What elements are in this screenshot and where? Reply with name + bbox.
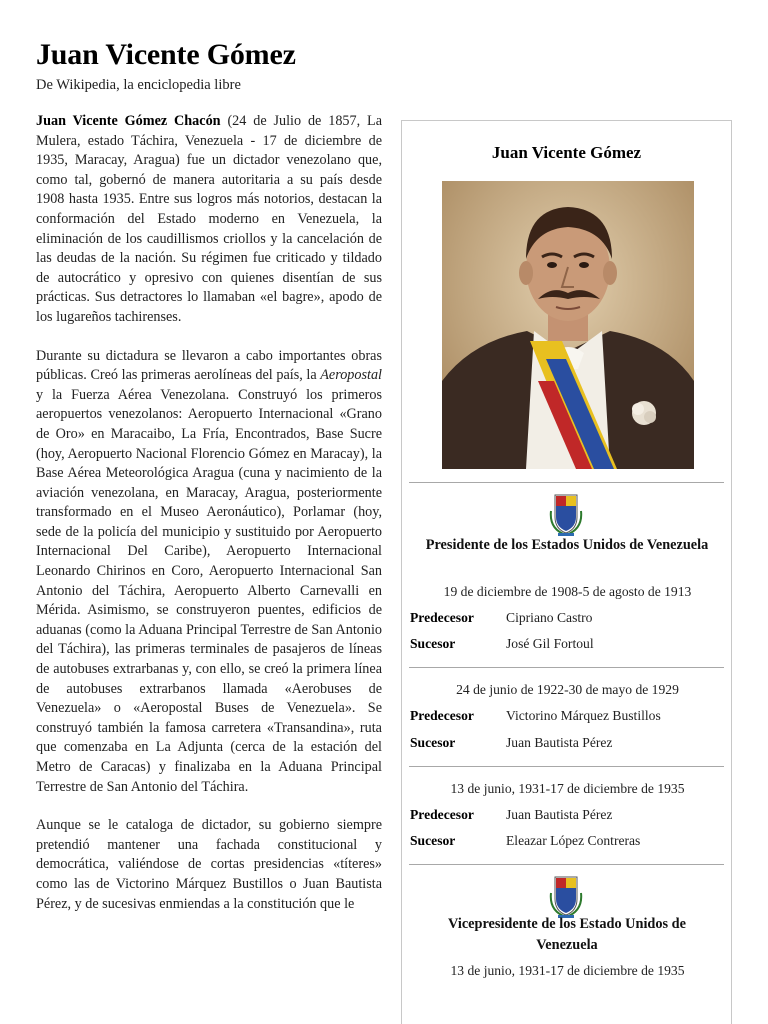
paragraph-intro: [36, 112, 382, 328]
infobox: [401, 120, 732, 1024]
separator: [409, 766, 724, 767]
paragraph-public-works-a: Durante su dictadura se llevaron a cabo importantes obras públicas. Creó las primeras aerolíneas del país, la: [36, 347, 382, 384]
office-president: Presidente de los Estados Unidos de Venezuela: [425, 537, 709, 553]
term-4-dates: 13 de junio, 1931-17 de diciembre de 1935: [450, 963, 685, 978]
term-2-predecessor-link[interactable]: Victorino Márquez Bustillos: [506, 708, 661, 723]
subject-name-bold: Juan Vicente Gómez Chacón: [36, 113, 221, 129]
term-2-successor-link[interactable]: Juan Bautista Pérez: [506, 735, 613, 750]
separator: [409, 864, 724, 865]
term-3-successor-link[interactable]: Eleazar López Contreras: [506, 833, 641, 848]
term-3-dates: 13 de junio, 1931-17 de diciembre de 1935: [450, 781, 685, 796]
paragraph-public-works: [36, 347, 382, 798]
article-title: Juan Vicente Gómez: [36, 38, 296, 71]
paragraph-public-works-b: y la Fuerza Aérea Venezolana. Construyó los primeros aeropuertos venezolanos: Aeropuerto Internacional «Grano de Oro» en Maracaibo, La Fría, Encontrados, Base Sucre (hoy, Aeropuerto Nacional Florencio Gómez en Maracay), la Base Aérea Meteorológica Aragua (cuna y nacimiento de la aviación venezolana, en Maracay, Aragua, posteriormente transformado en el Museo Aeronáutico), Porlamar (hoy, sede de la policía del municipio y sustituido por Aeropuerto Internacional Del Caribe), Aeropuerto Internacional Leonardo Chirinos en Coro, Aeropuerto Internacional San Antonio del Táchira, Aeropuerto Alberto Carnevalli en Mérida. Asimismo, se construyeron puentes, edificios de aduanas (como la Aduana Principal Terrestre de San Antonio del Táchira), las primeras terminales de pasajeros de líneas de autobuses extrarbanas y, con ello, se creó la primera línea de autobuses extrarbanos llamada «Aerobuses de Venezuela» o «Aeropostal Buses de Venezuela». Se construyó también la famosa carretera «Transandina», ruta que comenzaba en La Adjunta (cerca de la estación del Metro de Caracas) y finalizaba en la Aduana Principal Terrestre de San Antonio del Táchira.: [36, 386, 382, 795]
predecessor-label: Predecesor: [410, 807, 474, 822]
portrait-image: [442, 181, 694, 469]
term-2-dates: 24 de junio de 1922-30 de mayo de 1929: [456, 682, 679, 697]
article-body: [36, 112, 382, 933]
term-3-predecessor-link[interactable]: Juan Bautista Pérez: [506, 807, 613, 822]
predecessor-label: Predecesor: [410, 708, 474, 723]
aeropostal-italic: Aeropostal: [320, 367, 382, 384]
infobox-title: Juan Vicente Gómez: [491, 143, 642, 162]
term-1-dates: 19 de diciembre de 1908-5 de agosto de 1913: [443, 584, 692, 599]
paragraph-intro-text: (24 de Julio de 1857, La Mulera, estado Táchira, Venezuela - 17 de diciembre de 1935, Maracay, Aragua) fue un dictador venezolano que, como tal, gobernó de manera autoritaria a su país desde 1908 hasta 1935. Entre sus logros más notorios, destacan la conformación del Estado moderno en Venezuela, la eliminación de los caudillismos criollos y la cancelación de las deudas de la nación. Su régimen fue criticado y tildado de autocrático y opresivo con quienes disentían de sus prácticas. Sus detractores lo llamaban «el bagre», apodo de los lugareños tachirenses.: [36, 113, 382, 325]
term-1-successor-link[interactable]: José Gil Fortoul: [506, 636, 594, 651]
successor-label: Sucesor: [410, 735, 456, 750]
office-vicepresident: Vicepresidente de los Estado Unidos de Venezuela: [448, 916, 686, 953]
paragraph-government: Aunque se le cataloga de dictador, su gobierno siempre pretendió mantener una fachada constitucional y democrática, valiéndose de cortas presidencias «títeres» como las de Victorino Márquez Bustillos o Juan Bautista Pérez, y de sucesivas enmiendas a la constitución que le: [36, 817, 382, 912]
term-1-predecessor-link[interactable]: Cipriano Castro: [506, 610, 593, 625]
article-subtitle: De Wikipedia, la enciclopedia libre: [36, 77, 241, 93]
predecessor-label: Predecesor: [410, 610, 474, 625]
separator: [409, 482, 724, 483]
coat-of-arms-icon: [549, 873, 583, 919]
portrait-drawing: [442, 181, 694, 469]
successor-label: Sucesor: [410, 833, 456, 848]
separator: [409, 667, 724, 668]
successor-label: Sucesor: [410, 636, 456, 651]
coat-of-arms-icon: [549, 491, 583, 537]
